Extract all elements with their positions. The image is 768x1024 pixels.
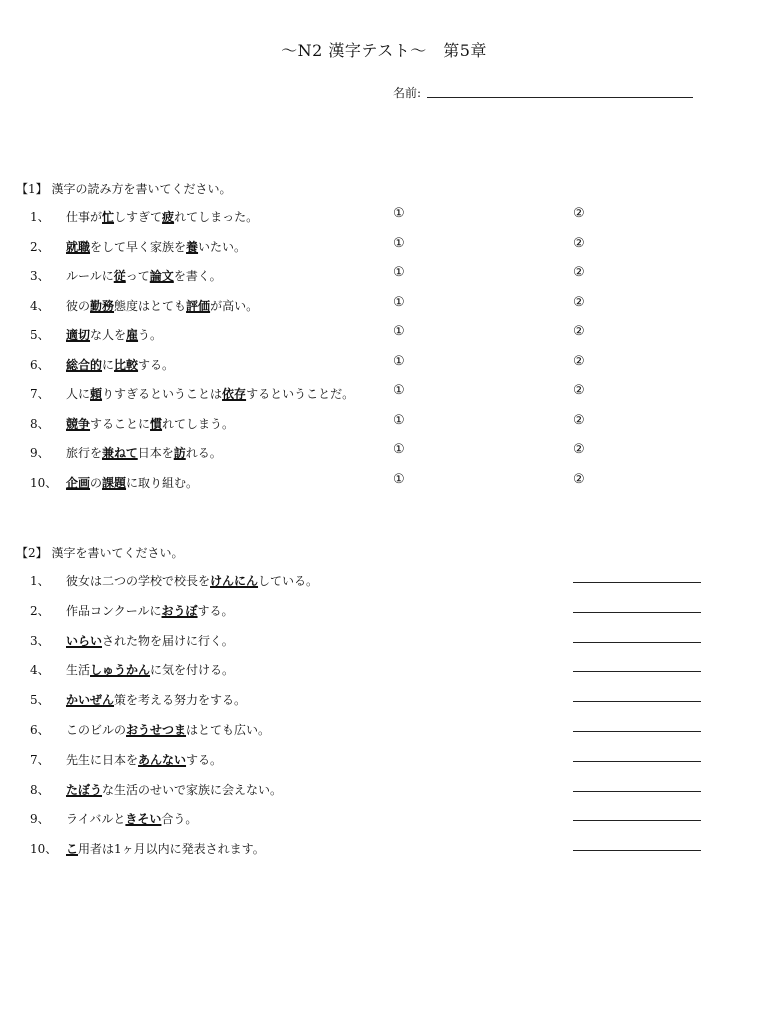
question-text (66, 326, 162, 343)
target-word: 慣 (150, 416, 163, 431)
question-number: 7、 (30, 752, 50, 767)
question-text-part: このビルの (66, 723, 127, 737)
question-text-part: れてしまう。 (162, 416, 235, 431)
question-row (0, 471, 768, 494)
question-text-part: ルールに (66, 269, 114, 283)
target-word: 兼ねて (102, 446, 138, 460)
question-row (0, 385, 768, 405)
question-text-part: された物を届けに行く。 (102, 633, 234, 648)
question-row (0, 235, 768, 258)
question-number: 8、 (30, 416, 50, 431)
question-row (0, 208, 768, 228)
target-word: 従 (113, 269, 126, 283)
target-word: 勤務 (90, 298, 115, 313)
question-row (0, 661, 768, 681)
target-word: おうぼ (161, 603, 198, 618)
question-row (0, 721, 768, 741)
question-text-part: 作品コンクールに (66, 603, 162, 618)
answer-line (573, 820, 701, 821)
question-text-part: 旅行を (66, 446, 103, 460)
question-text-part: 先生に日本を (66, 752, 139, 767)
answer-mark-2: ② (573, 442, 585, 457)
answer-mark-2: ② (573, 412, 585, 428)
answer-line (573, 701, 701, 702)
question-number: 6、 (30, 723, 50, 737)
question-text-part: に取り組む。 (126, 475, 199, 490)
answer-mark-1: ① (393, 235, 405, 251)
question-text-part: いたい。 (198, 239, 247, 254)
answer-line (573, 582, 701, 583)
question-text-part: な人を (90, 328, 127, 342)
answer-line (573, 850, 701, 851)
question-text (66, 810, 197, 827)
answer-mark-1: ① (393, 442, 405, 457)
question-number: 10、 (30, 475, 58, 490)
target-word: しゅうかん (90, 663, 151, 678)
question-text (66, 444, 222, 461)
answer-mark-2: ② (573, 265, 585, 280)
answer-mark-2: ② (573, 324, 585, 339)
name-label: 名前: (393, 86, 422, 100)
question-text (66, 840, 265, 857)
question-text (66, 474, 198, 491)
answer-mark-2: ② (573, 383, 585, 398)
question-text-part: 策を考える努力をする。 (114, 693, 247, 708)
question-text-part: 日本を (137, 446, 174, 460)
question-text-part: りすぎるということは (102, 387, 223, 401)
question-text (66, 572, 318, 589)
answer-line (573, 761, 701, 762)
question-number: 5、 (30, 328, 50, 342)
answer-mark-2: ② (573, 353, 585, 369)
question-number: 6、 (30, 357, 50, 372)
question-text-part: を書く。 (173, 269, 222, 283)
question-text-part: する。 (197, 603, 234, 618)
question-text-part: している。 (258, 574, 319, 588)
answer-line (573, 642, 701, 643)
question-number: 2、 (30, 603, 50, 618)
answer-line (573, 791, 701, 792)
target-word: 総合的 (66, 357, 103, 372)
section2-title: 【2】 漢字を書いてください。 (16, 546, 184, 560)
target-word: 課題 (102, 475, 127, 490)
question-row (0, 632, 768, 652)
question-text (66, 691, 246, 708)
question-number: 9、 (30, 446, 50, 460)
question-text (66, 751, 222, 768)
page-title: 〜N2 漢字テスト〜 第5章 (281, 41, 487, 60)
question-text-part: はとても広い。 (186, 723, 271, 737)
answer-line (573, 731, 701, 732)
question-number: 1、 (30, 210, 50, 224)
question-row (0, 781, 768, 801)
question-row (0, 294, 768, 317)
question-text (66, 267, 222, 284)
question-text-part: 合う。 (161, 812, 198, 827)
question-text-part: する。 (186, 752, 223, 767)
answer-mark-1: ① (393, 383, 405, 398)
question-text-part: することに (90, 416, 151, 431)
question-text-part: しすぎて (114, 210, 163, 224)
answer-mark-1: ① (393, 206, 405, 221)
question-text-part: って (125, 269, 150, 283)
question-text (66, 781, 282, 798)
target-word: 訪 (173, 446, 186, 460)
target-word: おうせつま (126, 723, 187, 737)
name-underline (427, 97, 693, 98)
answer-mark-1: ① (393, 412, 405, 428)
question-number: 10、 (30, 842, 58, 857)
question-row (0, 326, 768, 346)
question-text-part: が高い。 (210, 298, 259, 313)
section1-title: 【1】 漢字の読み方を書いてください。 (16, 182, 232, 196)
answer-mark-1: ① (393, 324, 405, 339)
question-row (0, 751, 768, 771)
question-row (0, 444, 768, 464)
question-text-part: の (90, 475, 103, 490)
question-text-part: をして早く家族を (90, 239, 187, 254)
question-number: 8、 (30, 782, 50, 797)
target-word: 雇 (126, 328, 139, 342)
question-number: 9、 (30, 812, 50, 827)
question-row (0, 691, 768, 711)
question-text (66, 602, 234, 619)
answer-line (573, 612, 701, 613)
target-word: 比較 (114, 357, 139, 372)
name-field (393, 84, 693, 104)
question-text-part: 仕事が (66, 210, 103, 224)
answer-mark-1: ① (393, 265, 405, 280)
question-text-part: う。 (138, 328, 163, 342)
question-row (0, 810, 768, 830)
question-text (66, 385, 354, 402)
question-text-part: 彼の (66, 298, 91, 313)
question-text-part: れてしまった。 (174, 210, 259, 224)
target-word: 疲 (162, 210, 175, 224)
answer-mark-1: ① (393, 294, 405, 310)
question-text-part: 彼女は二つの学校で校長を (66, 574, 211, 588)
question-text-part: に (102, 357, 115, 372)
question-text (66, 721, 270, 738)
question-row (0, 267, 768, 287)
question-text-part: ライバルと (66, 812, 126, 827)
question-text (66, 415, 234, 432)
question-number: 2、 (30, 239, 50, 254)
question-row (0, 840, 768, 860)
answer-mark-1: ① (393, 471, 405, 487)
target-word: 適切 (66, 328, 91, 342)
question-text (66, 238, 246, 255)
question-text-part: する。 (138, 357, 175, 372)
question-row (0, 572, 768, 592)
question-text (66, 632, 234, 649)
target-word: かいぜん (66, 693, 115, 708)
target-word: 就職 (66, 239, 91, 254)
target-word: たぼう (66, 782, 103, 797)
question-text-part: な生活のせいで家族に会えない。 (102, 782, 283, 797)
target-word: 依存 (222, 387, 247, 401)
target-word: 企画 (66, 475, 91, 490)
question-text-part: に気を付ける。 (150, 663, 235, 678)
target-word: あんない (138, 752, 187, 767)
question-number: 7、 (30, 387, 50, 401)
question-text-part: 生活 (66, 663, 91, 678)
question-number: 4、 (30, 663, 50, 678)
question-row (0, 412, 768, 435)
target-word: 競争 (66, 416, 91, 431)
answer-mark-2: ② (573, 471, 585, 487)
answer-mark-2: ② (573, 294, 585, 310)
target-word: 評価 (186, 298, 211, 313)
target-word: きそい (125, 812, 162, 827)
answer-mark-2: ② (573, 206, 585, 221)
question-number: 1、 (30, 574, 50, 588)
question-number: 3、 (30, 633, 50, 648)
question-number: 5、 (30, 693, 50, 708)
question-text-part: 態度はとても (114, 298, 187, 313)
question-text-part: れる。 (185, 446, 222, 460)
question-row (0, 602, 768, 622)
question-row (0, 353, 768, 376)
question-number: 4、 (30, 298, 50, 313)
answer-mark-1: ① (393, 353, 405, 369)
question-text (66, 356, 174, 373)
question-text-part: 用者は1ヶ月以内に発表されます。 (78, 842, 265, 857)
target-word: 養 (186, 239, 199, 254)
question-text (66, 297, 258, 314)
question-number: 3、 (30, 269, 50, 283)
target-word: こ (66, 842, 79, 857)
answer-line (573, 671, 701, 672)
question-text (66, 661, 234, 678)
answer-mark-2: ② (573, 235, 585, 251)
question-text-part: するということだ。 (246, 387, 355, 401)
target-word: けんにん (210, 574, 259, 588)
target-word: 忙 (102, 210, 115, 224)
question-text-part: 人に (66, 387, 91, 401)
target-word: 頼 (90, 387, 103, 401)
target-word: いらい (66, 633, 103, 648)
target-word: 論文 (149, 269, 174, 283)
question-text (66, 208, 258, 225)
